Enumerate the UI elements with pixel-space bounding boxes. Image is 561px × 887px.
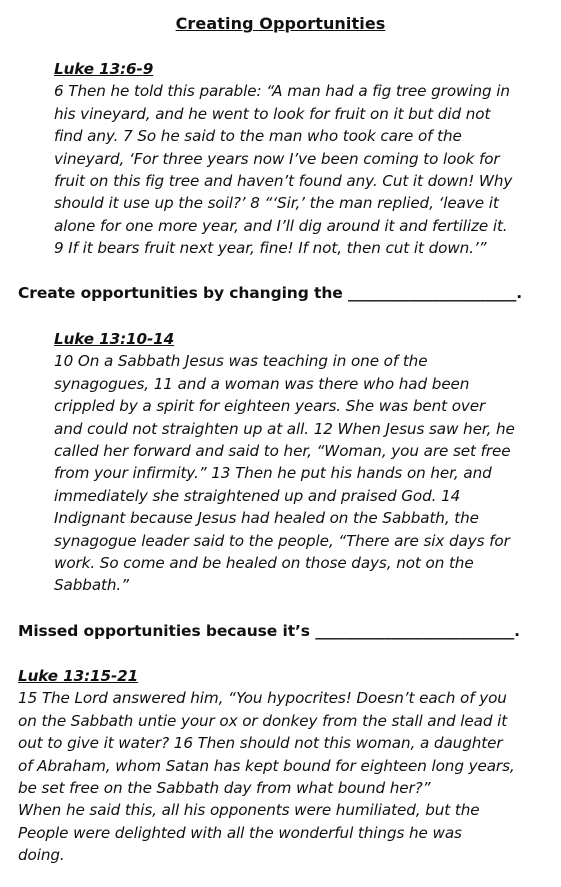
passage-line: called her forward and said to her, “Woman, you are set free (54, 442, 511, 461)
passage-line: find any. 7 So he said to the man who took care of the (54, 127, 462, 146)
passage-line: synagogue leader said to the people, “There are six days for (54, 531, 510, 550)
passage-reference: Luke 13:6-9 (54, 60, 154, 78)
passage-line: alone for one more year, and I’ll dig around it and fertilize it. (54, 216, 508, 235)
passage-line: fruit on this fig tree and haven’t found any. Cut it down! Why (54, 172, 513, 191)
passage-line: Indignant because Jesus had healed on the Sabbath, the (54, 509, 479, 528)
passage-line: be set free on the Sabbath day from what bound her?” (18, 779, 431, 798)
passage-line: People were delighted with all the wonderful things he was (18, 823, 462, 842)
passage-reference: Luke 13:10-14 (54, 330, 175, 348)
fill-in-prompt-changing: Create opportunities by changing the ______________________. (18, 284, 523, 302)
passage-line: 6 Then he told this parable: “A man had a fig tree growing in (54, 82, 510, 101)
page-title: Creating Opportunities (175, 14, 386, 33)
passage-line: his vineyard, and he went to look for fruit on it but did not (54, 104, 491, 123)
passage-line: from your infirmity.” 13 Then he put his hands on her, and (54, 464, 492, 483)
passage-line: 15 The Lord answered him, “You hypocrites! Doesn’t each of you (18, 689, 507, 708)
passage-luke-13-15-21 (18, 665, 515, 867)
passage-line: 10 On a Sabbath Jesus was teaching in one of the (54, 352, 428, 371)
fill-in-prompt-missed: Missed opportunities because it’s __________________________. (18, 622, 520, 640)
passage-line: on the Sabbath untie your ox or donkey from the stall and lead it (18, 711, 508, 730)
passage-line: Sabbath.” (54, 576, 129, 595)
passage-line: of Abraham, whom Satan has kept bound for eighteen long years, (18, 756, 515, 775)
passage-line: vineyard, ‘For three years now I’ve been coming to look for (54, 149, 500, 168)
passage-line: doing. (18, 846, 65, 865)
passage-line: should it use up the soil?’ 8 “‘Sir,’ the man replied, ‘leave it (54, 194, 499, 213)
passage-luke-13-10-14 (54, 328, 515, 597)
passage-line: 9 If it bears fruit next year, fine! If not, then cut it down.’” (54, 239, 487, 258)
passage-line: crippled by a spirit for eighteen years. She was bent over (54, 397, 486, 416)
passage-line: out to give it water? 16 Then should not this woman, a daughter (18, 734, 503, 753)
passage-line: work. So come and be healed on those days, not on the (54, 554, 474, 573)
passage-line: immediately she straightened up and praised God. 14 (54, 486, 461, 505)
passage-line: and could not straighten up at all. 12 When Jesus saw her, he (54, 419, 515, 438)
passage-reference: Luke 13:15-21 (18, 667, 139, 685)
passage-line: synagogues, 11 and a woman was there who had been (54, 374, 470, 393)
passage-line: When he said this, all his opponents were humiliated, but the (18, 801, 480, 820)
passage-luke-13-6-9 (54, 58, 512, 260)
